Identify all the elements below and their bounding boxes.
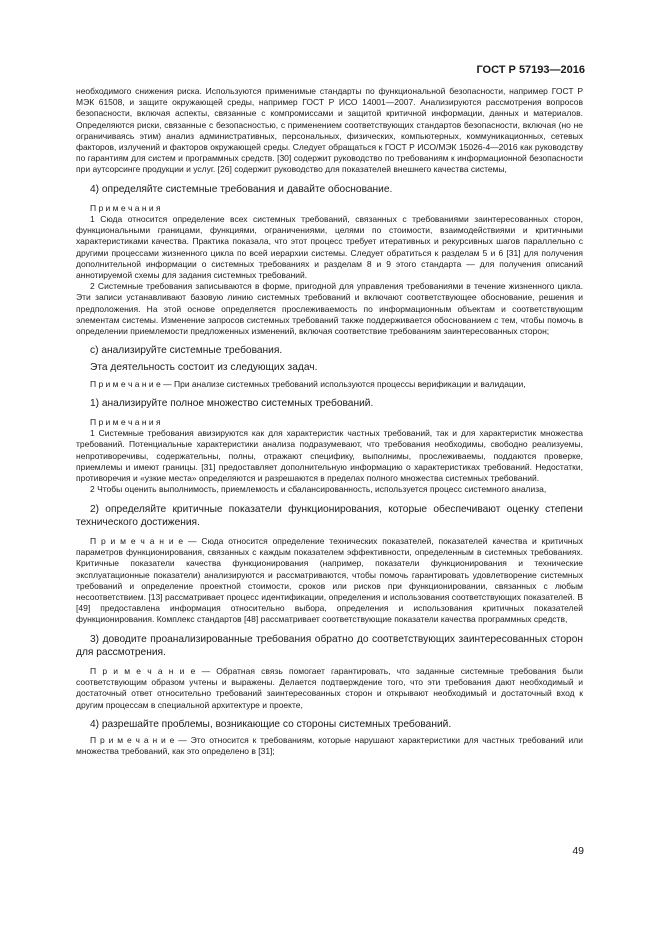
page-number: 49: [572, 845, 584, 857]
notes-label: П р и м е ч а н и я: [90, 202, 161, 213]
document-header: ГОСТ Р 57193—2016: [476, 64, 585, 76]
note-c3: [76, 666, 583, 711]
note-c3-text: — Обратная связь помогает гарантировать, что заданные системные требования были соответствующим образом учтены и выражены. Делается подтверждение того, что эти требования дают необходимый и достаточный ответ относительно требований заинтересованных сторон и открывают необходимый и достаточный вход к другим процессам в специальной архитектуре и проекте,: [76, 665, 583, 710]
note-c4: [76, 735, 583, 757]
note-label: П р и м е ч а н и е: [90, 535, 184, 546]
note-c2-text: — Сюда относится определение технических показателей, показателей качества и критичных параметров функционирования, связанных с каждым показателем эффективности, определенным в системных требованиях. Критичные показатели качества функционирования (например, показатели функционирования и технические эксплуатационные показатели) анализируются и рассматриваются, чтобы помочь гарантировать удовлетворение системных требований и определение проектной стоимости, сроков или рисков при функционировании, связанных с любым несоответствием. [13] рассматривает процесс идентификации, определения и использования соответствующих показателей. В [49] предоставлена информация относительно выбора, определения и использования критичных показателей функционирования. Комплекс стандартов [48] рассматривает соответствующие показатели качества программных средств,: [76, 535, 583, 625]
item-c1-heading: 1) анализируйте полное множество системных требований.: [90, 397, 374, 409]
item-c3-heading: 3) доводите проанализированные требования обратно до соответствующих заинтересованных сторон для рассмотрения.: [76, 633, 583, 658]
item-4-heading: 4) определяйте системные требования и давайте обоснование.: [90, 183, 393, 195]
note-b-2: 2 Чтобы оценить выполнимость, приемлемость и сбалансированность, используется процесс системного анализа,: [90, 484, 547, 495]
note-a-2: 2 Системные требования записываются в форме, пригодной для управления требованиями в течение жизненного цикла. Эти записи устанавливают базовую линию системных требований и включают соответствующее обоснование, решения и предположения. На этой основе определяется прослеживаемость по информационным объектам и соответствующим элементам системы. Изменение запросов системных требований также поддерживается обоснованием с тем, чтобы помочь в определении приемлемости предложенных изменений, включая соответствие требованиям заинтересованных сторон;: [76, 281, 583, 337]
page-body: [76, 86, 583, 757]
note-c2: [76, 536, 583, 626]
note-a-1: 1 Сюда относится определение всех системных требований, связанных с требованиями заинтересованных сторон, функциональными границами, функциями, ограничениями, целями по стоимости, взаимодействиями и критичными характеристиками качества. Практика показала, что этот процесс требует итеративных и рекурсивных шагов параллельно с другими процессами жизненного цикла по всей иерархии системы. Следует обратиться к разделам 5 и 6 [31] для получения дополнительной информации о системных требованиях и разделам 8 и 9 этого стандарта — для получения описаний аннотируемой схемы для задания системных требований.: [76, 214, 583, 281]
item-c4-heading: 4) разрешайте проблемы, возникающие со стороны системных требований.: [90, 718, 452, 730]
note-c4-text: — Это относится к требованиям, которые нарушают характеристики для частных требований или множества требований, как это определено в [31];: [76, 734, 583, 757]
note-label: П р и м е ч а н и е: [90, 378, 161, 389]
item-c-heading: c) анализируйте системные требования.: [90, 345, 283, 357]
note-c-text: — При анализе системных требований используются процессы верификации и валидации,: [163, 378, 526, 389]
note-b-1: 1 Системные требования авизируются как для характеристик частных требований, так и для характеристик множества требований. Потенциальные характеристики анализа подразумевают, что требования необходимы, свободно реализуемы, непротиворечивы, содержательны, полны, отражают специфику, выполнимы, прослеживаемы, поддаются проверке, приемлемы и имеют границы. [31] предоставляет дополнительную информацию о характеристиках требований. Недостатки, противоречия и «узкие места» определяются и разрешаются в пределах полного множества системных требований.: [76, 428, 583, 484]
item-c-subtext: Эта деятельность состоит из следующих задач.: [90, 362, 318, 374]
note-label: П р и м е ч а н и е: [90, 734, 175, 745]
notes-label-2: П р и м е ч а н и я: [90, 417, 161, 428]
item-c2-heading: 2) определяйте критичные показатели функционирования, которые обеспечивают оценку степени технического достижения.: [76, 503, 583, 528]
paragraph-security: необходимого снижения риска. Используются применимые стандарты по функциональной безопасности, например ГОСТ Р МЭК 61508, и защите окружающей среды, например ГОСТ Р ИСО 14001—2007. Анализируются рассмотрения вопросов безопасности, включая аспекты, связанные с компромиссами и защитой критичной информации, данных и материалов. Определяются риски, связанные с безопасностью, с применением соответствующих стандартов безопасности, включая (но не ограничиваясь этим) анализ административных, персональных, физических, компьютерных, коммуникационных, сетевых факторов, излучений и факторов окружающей среды. Следует обращаться к ГОСТ Р ИСО/МЭК 15026-4—2016 как руководству по гарантиям для систем и программных средств. [30] содержит руководство по требованиям к информационной безопасности при аутсорсинге продукции и услуг. [26] содержит руководство для показателей внешнего качества системы,: [76, 86, 583, 175]
note-label: П р и м е ч а н и е: [90, 665, 196, 676]
note-c: [76, 379, 583, 390]
